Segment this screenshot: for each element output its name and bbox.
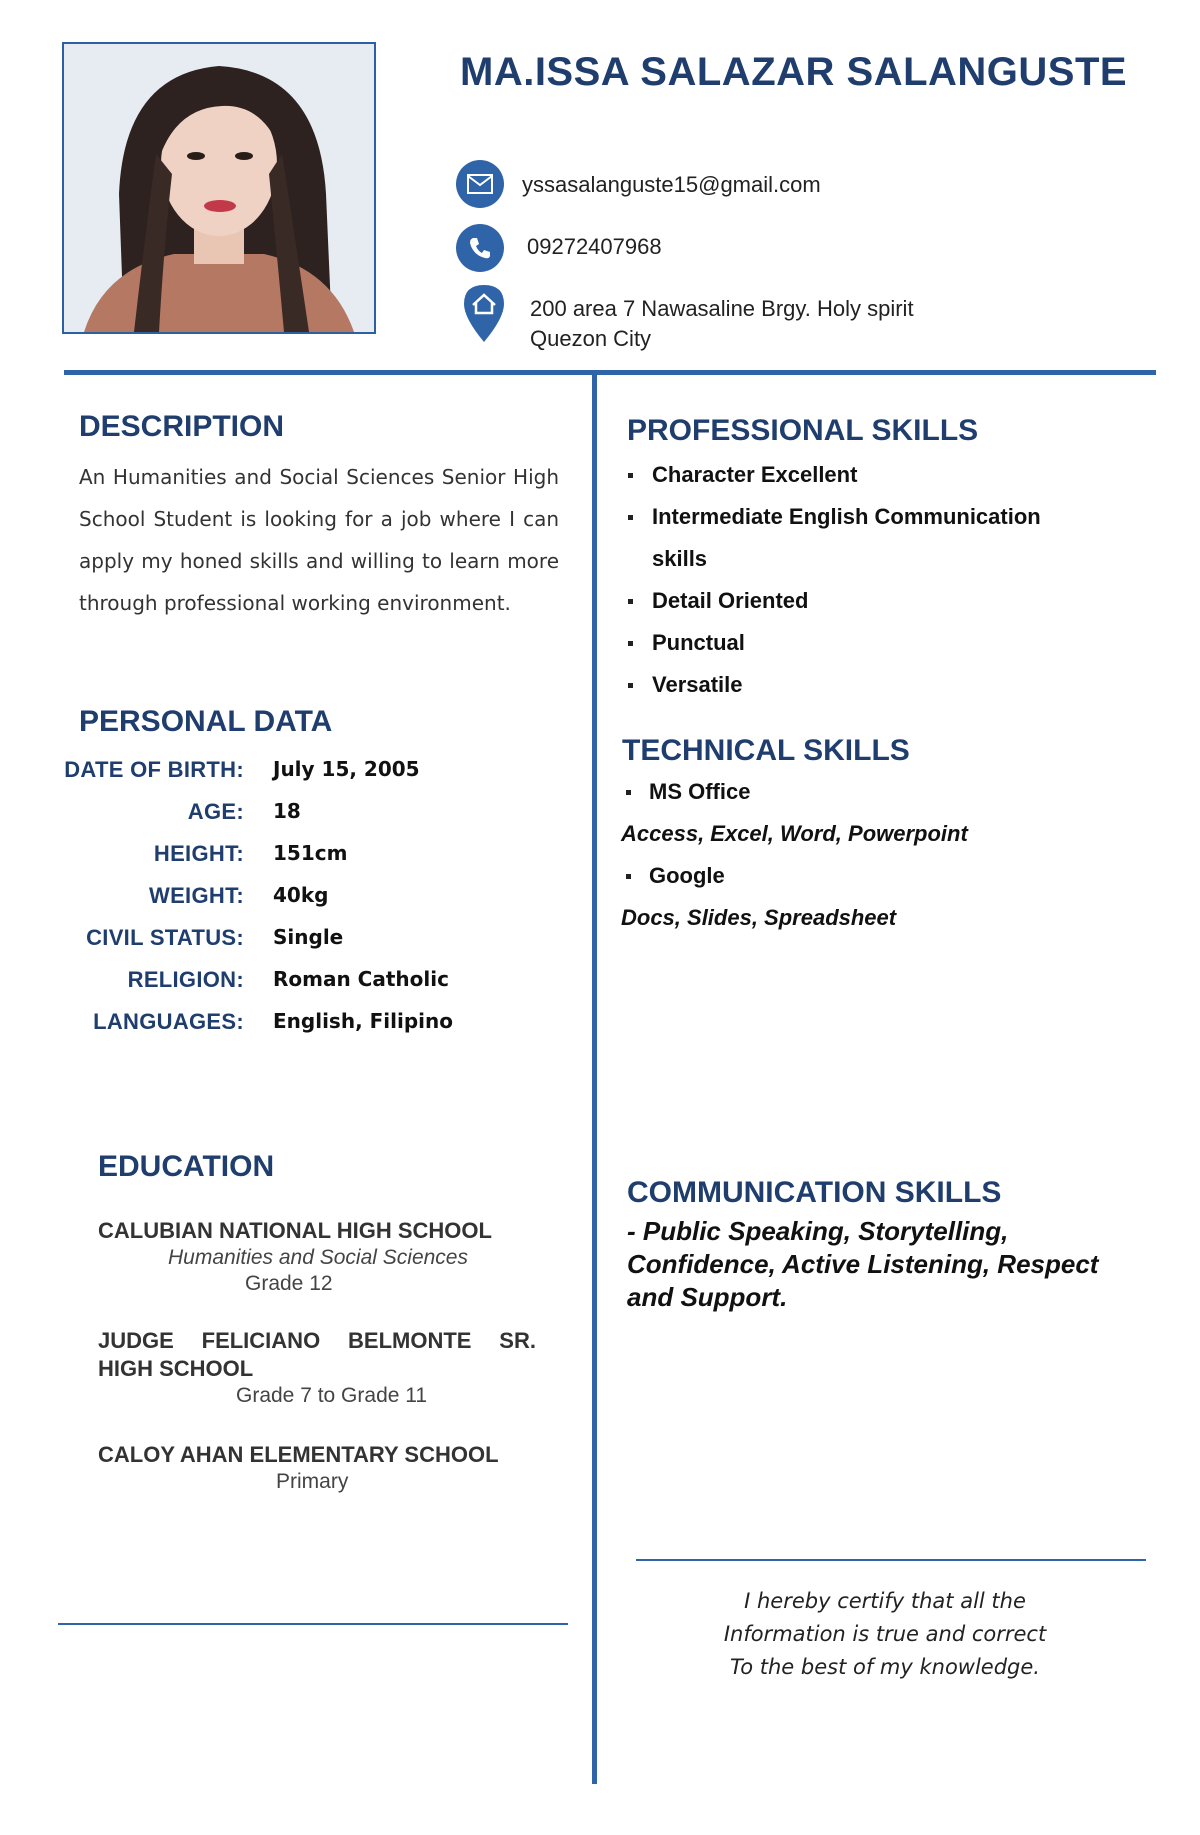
professional-skill-item: Detail Oriented	[652, 588, 809, 613]
professional-skill-item: Character Excellent	[652, 462, 858, 487]
education-school-3: CALOY AHAN ELEMENTARY SCHOOL	[98, 1442, 499, 1467]
personal-data-row	[40, 799, 560, 841]
phone-icon	[456, 224, 504, 272]
languages-value: English, Filipino	[273, 1009, 454, 1033]
certification-line: Information is true and correct	[723, 1622, 1047, 1646]
bullet-icon	[626, 790, 631, 795]
professional-skill-item: Intermediate English Communication	[652, 504, 1041, 529]
dob-value: July 15, 2005	[273, 757, 420, 781]
professional-skills-heading: PROFESSIONAL SKILLS	[627, 414, 979, 447]
technical-skills-heading: TECHNICAL SKILLS	[622, 734, 910, 767]
education-school-2-line-2: HIGH SCHOOL	[98, 1356, 254, 1381]
religion-value: Roman Catholic	[273, 967, 449, 991]
address-line-2: Quezon City	[530, 326, 652, 351]
professional-skill-item-continued: skills	[652, 546, 708, 571]
description-text: An Humanities and Social Sciences Senior High School Student is looking for a job where I can apply my honed skills and willing to learn more through professional working environment.	[79, 465, 559, 615]
certification-line: To the best of my knowledge.	[730, 1655, 1040, 1679]
civil-status-label: CIVIL STATUS:	[86, 925, 244, 950]
education-school-1: CALUBIAN NATIONAL HIGH SCHOOL	[98, 1218, 492, 1243]
weight-label: WEIGHT:	[149, 883, 244, 908]
education-school-2-word: SR.	[499, 1328, 536, 1353]
dob-label: DATE OF BIRTH:	[64, 757, 244, 782]
height-label: HEIGHT:	[153, 841, 244, 866]
professional-skill-item: Punctual	[652, 630, 745, 655]
personal-data-row	[40, 967, 560, 1009]
bullet-icon	[626, 874, 631, 879]
weight-value: 40kg	[273, 883, 329, 907]
civil-status-value: Single	[273, 925, 344, 949]
education-school-2-word: BELMONTE	[348, 1328, 472, 1353]
technical-skill-item: MS Office	[649, 779, 751, 804]
technical-skill-item: Google	[649, 863, 725, 888]
education-school-2-word: FELICIANO	[201, 1328, 321, 1353]
home-pin-icon	[460, 282, 508, 344]
left-footer-line	[58, 1623, 568, 1625]
bullet-icon	[628, 599, 633, 604]
education-school-2-grade: Grade 7 to Grade 11	[236, 1384, 428, 1407]
email-address[interactable]: yssasalanguste15@gmail.com	[522, 172, 821, 197]
education-school-2-word: JUDGE	[98, 1328, 174, 1353]
professional-skill-item: Versatile	[652, 672, 743, 697]
bullet-icon	[628, 515, 633, 520]
communication-skills-text: - Public Speaking, Storytelling, Confidence, Active Listening, Respect and Support.	[627, 1216, 1099, 1312]
signature-line	[636, 1559, 1146, 1561]
candidate-name: MA.ISSA SALAZAR SALANGUSTE	[460, 50, 1128, 94]
education-school-3-level: Primary	[276, 1470, 349, 1493]
profile-photo	[62, 42, 376, 334]
personal-data-heading: PERSONAL DATA	[79, 705, 333, 738]
languages-label: LANGUAGES:	[93, 1009, 244, 1034]
description-heading: DESCRIPTION	[79, 410, 285, 443]
certification-line: I hereby certify that all the	[744, 1589, 1026, 1613]
certification-statement	[640, 1585, 1130, 1684]
bullet-icon	[628, 641, 633, 646]
age-value: 18	[273, 799, 301, 823]
address-line-1: 200 area 7 Nawasaline Brgy. Holy spirit	[530, 296, 914, 321]
education-school-2-line-1	[98, 1328, 536, 1354]
technical-skill-detail: Access, Excel, Word, Powerpoint	[621, 821, 968, 846]
envelope-icon	[456, 160, 504, 208]
bullet-icon	[628, 473, 633, 478]
religion-label: RELIGION:	[127, 967, 244, 992]
header-divider	[64, 370, 1156, 375]
column-divider	[592, 372, 597, 1784]
height-value: 151cm	[273, 841, 348, 865]
communication-skills-heading: COMMUNICATION SKILLS	[627, 1176, 1002, 1209]
personal-data-row	[40, 883, 560, 925]
education-school-1-strand: Humanities and Social Sciences	[168, 1246, 468, 1269]
phone-number[interactable]: 09272407968	[527, 234, 662, 259]
age-label: AGE:	[187, 799, 244, 824]
bullet-icon	[628, 683, 633, 688]
portrait-illustration	[64, 44, 374, 332]
personal-data-row	[40, 925, 560, 967]
personal-data-row	[40, 1009, 560, 1051]
technical-skill-detail: Docs, Slides, Spreadsheet	[621, 905, 897, 930]
personal-data-row	[40, 841, 560, 883]
education-school-1-grade: Grade 12	[245, 1272, 333, 1295]
education-heading: EDUCATION	[98, 1150, 275, 1183]
personal-data-row	[40, 757, 560, 799]
